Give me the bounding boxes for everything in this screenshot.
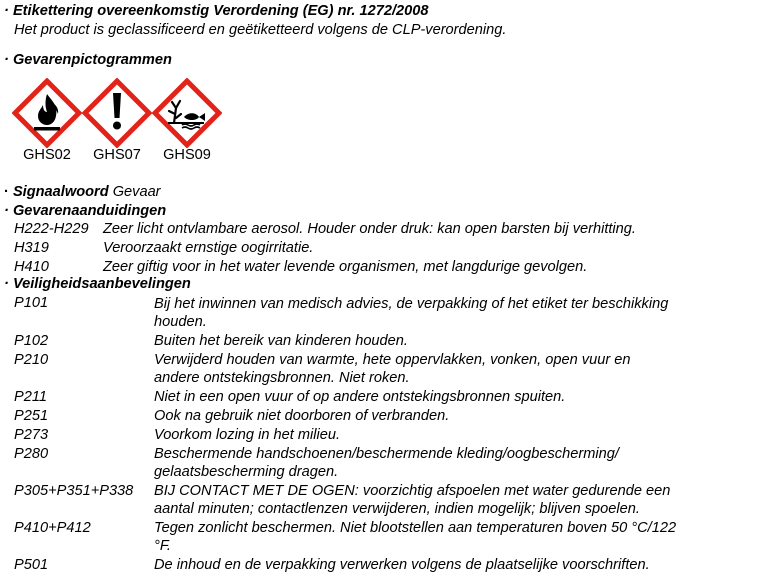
precaution-text-line: andere ontstekingsbronnen. Niet roken. <box>154 370 410 386</box>
precaution-code: P210 <box>14 352 49 368</box>
bullet: · <box>4 276 9 292</box>
precaution-text-line: Tegen zonlicht beschermen. Niet blootstellen aan temperaturen boven 50 °C/122 <box>154 520 677 536</box>
pictogram-ghs09 <box>152 78 222 168</box>
pictograms-heading-line <box>4 52 172 68</box>
labeling-title: Etikettering overeenkomstig Verordening (EG) nr. 1272/2008 <box>12 3 429 19</box>
pictogram-code: GHS02 <box>23 147 71 163</box>
hazard-code: H410 <box>14 259 49 275</box>
precaution-text-line: Bij het inwinnen van medisch advies, de verpakking of het etiket ter beschikking <box>154 296 669 312</box>
bullet: · <box>4 203 9 219</box>
precaution-text-line: Ook na gebruik niet doorboren of verbranden. <box>154 408 450 424</box>
hazard-code: H222-H229 <box>14 221 89 237</box>
hazards-heading-line <box>4 203 166 219</box>
pictograms-heading: Gevarenpictogrammen <box>12 52 172 68</box>
precaution-text-line: Voorkom lozing in het milieu. <box>154 427 341 443</box>
precaution-code: P211 <box>14 389 47 405</box>
pictogram-ghs02 <box>12 78 82 168</box>
bullet: · <box>4 184 9 200</box>
hazard-text: Veroorzaakt ernstige oogirritatie. <box>103 240 314 256</box>
signal-line <box>4 184 161 200</box>
precaution-code: P102 <box>14 333 49 349</box>
bullet: · <box>4 3 9 19</box>
precaution-text-line: Niet in een open vuur of op andere ontstekingsbronnen spuiten. <box>154 389 566 405</box>
pictogram-ghs07 <box>82 78 152 168</box>
exclamation-icon <box>82 78 152 148</box>
hazard-text: Zeer giftig voor in het water levende organismen, met langdurige gevolgen. <box>103 259 588 275</box>
precaution-text-line: °F. <box>154 538 171 554</box>
signal-value: Gevaar <box>112 184 161 200</box>
precaution-code: P410+P412 <box>14 520 91 536</box>
precautions-heading: Veiligheidsaanbevelingen <box>12 276 191 292</box>
precaution-code: P251 <box>14 408 49 424</box>
precaution-text-line: De inhoud en de verpakking verwerken volgens de plaatselijke voorschriften. <box>154 557 650 573</box>
precautions-heading-line <box>4 276 191 292</box>
hazard-code: H319 <box>14 240 49 256</box>
precaution-code: P280 <box>14 446 49 462</box>
environment-icon <box>152 78 222 148</box>
precaution-text-line: aantal minuten; contactlenzen verwijderen, indien mogelijk; blijven spoelen. <box>154 501 640 517</box>
precaution-text-line: Beschermende handschoenen/beschermende kleding/oogbescherming/ <box>154 446 619 462</box>
labeling-subtitle: Het product is geclassificeerd en geëtiketteerd volgens de CLP-verordening. <box>14 22 507 38</box>
precaution-text-line: houden. <box>154 314 207 330</box>
precaution-code: P305+P351+P338 <box>14 483 134 499</box>
flame-icon <box>12 78 82 148</box>
hazards-heading: Gevarenaanduidingen <box>12 203 167 219</box>
pictogram-code: GHS09 <box>163 147 211 163</box>
signal-label: Signaalwoord <box>12 184 109 200</box>
hazard-text: Zeer licht ontvlambare aerosol. Houder onder druk: kan open barsten bij verhitting. <box>103 221 636 237</box>
pictogram-code: GHS07 <box>93 147 141 163</box>
precaution-text-line: BIJ CONTACT MET DE OGEN: voorzichtig afspoelen met water gedurende een <box>154 483 671 499</box>
precaution-code: P101 <box>14 295 49 311</box>
precaution-text-line: gelaatsbescherming dragen. <box>154 464 339 480</box>
precaution-code: P501 <box>14 557 49 573</box>
labeling-title-line <box>4 3 428 19</box>
bullet: · <box>4 52 9 68</box>
precaution-text-line: Buiten het bereik van kinderen houden. <box>154 333 408 349</box>
precaution-code: P273 <box>14 427 49 443</box>
precaution-text-line: Verwijderd houden van warmte, hete oppervlakken, vonken, open vuur en <box>154 352 631 368</box>
